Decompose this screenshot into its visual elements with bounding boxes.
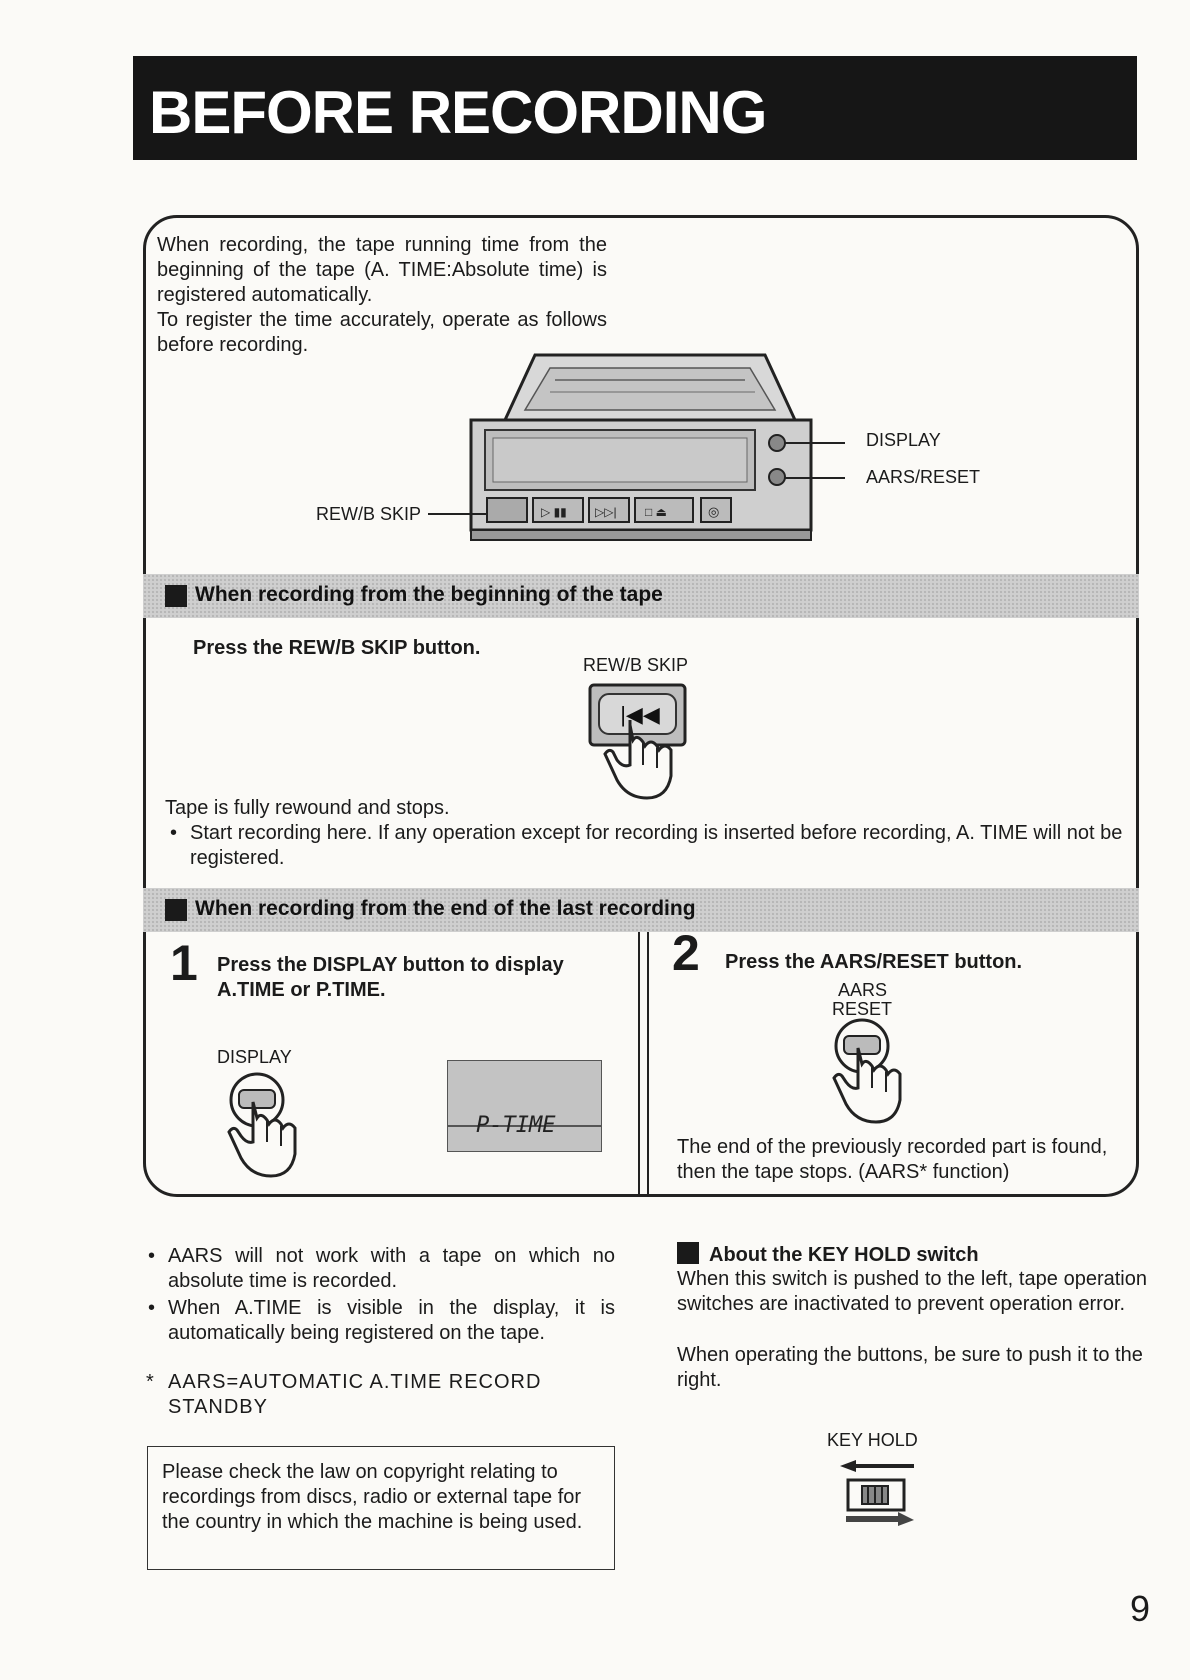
rew-instruction: Press the REW/B SKIP button. — [193, 637, 481, 659]
key-hold-text-1: When this switch is pushed to the left, tape operation switches are inactivated to prevent operation error. — [677, 1268, 1147, 1315]
rew-leader-line — [428, 513, 488, 515]
reset-button-label: RESET — [832, 999, 893, 1019]
section-square-icon — [677, 1242, 699, 1264]
key-hold-heading — [677, 1242, 979, 1268]
rew-skip-device-label: REW/B SKIP — [316, 504, 422, 524]
rewind-result: Tape is fully rewound and stops. — [165, 797, 450, 819]
step-divider — [638, 932, 640, 1194]
aars-leader-line — [785, 477, 845, 479]
key-hold-heading-label: About the KEY HOLD switch — [709, 1244, 979, 1266]
aars-button-label: AARS — [838, 980, 888, 1000]
display-button-label: DISPLAY — [217, 1047, 292, 1067]
section-square-icon — [165, 585, 187, 607]
section-heading-label: When recording from the end of the last recording — [195, 897, 696, 920]
display-readout: P-TIME — [476, 1113, 556, 1138]
footnote-star: * — [146, 1371, 154, 1393]
svg-text:|◀◀: |◀◀ — [620, 702, 660, 727]
aars-button-press-illustration — [830, 1018, 920, 1128]
svg-text:▷▷|: ▷▷| — [595, 505, 617, 519]
step-2-result: The end of the previously recorded part is found, then the tape stops. (AARS* function) — [677, 1136, 1108, 1183]
display-button-press-illustration — [225, 1070, 315, 1180]
intro-line-2: To register the time accurately, operate as follows before recording. — [157, 309, 607, 356]
page-number: 9 — [1130, 1588, 1151, 1629]
section-heading-end — [143, 888, 1139, 932]
svg-text:▷ ▮▮: ▷ ▮▮ — [541, 505, 567, 519]
page-title: BEFORE RECORDING — [149, 79, 767, 146]
section-heading-beginning — [143, 574, 1139, 618]
step-1-number: 1 — [170, 935, 198, 991]
key-hold-switch-illustration — [838, 1456, 918, 1528]
step-1-text: Press the DISPLAY button to display A.TIME or P.TIME. — [217, 954, 564, 1001]
vcr-device-illustration — [465, 350, 825, 550]
copyright-note-box: Please check the law on copyright relating to recordings from discs, radio or external tape for the country in which the machine is being used. — [147, 1446, 615, 1570]
note-bullet-1: • AARS will not work with a tape on which no absolute time is recorded. — [168, 1244, 615, 1294]
display-panel — [447, 1060, 602, 1152]
rew-button-label: REW/B SKIP — [583, 655, 689, 675]
footnote-text: AARS=AUTOMATIC A.TIME RECORD STANDBY — [168, 1371, 542, 1418]
aars-reset-device-label: AARS/RESET — [866, 467, 981, 487]
section-square-icon — [165, 899, 187, 921]
step-divider-2 — [647, 932, 649, 1194]
intro-text — [157, 233, 607, 358]
title-bar — [133, 56, 1137, 160]
display-leader-line — [785, 442, 845, 444]
note-bullet-2: • When A.TIME is visible in the display, it is automatically being registered on the tape. — [168, 1296, 615, 1346]
section-heading-label: When recording from the beginning of the tape — [195, 583, 663, 606]
intro-line-1: When recording, the tape running time from the beginning of the tape (A. TIME:Absolute time) is registered automatically. — [157, 234, 607, 306]
step-2-number: 2 — [672, 925, 700, 981]
step-2-text: Press the AARS/RESET button. — [725, 951, 1023, 973]
key-hold-text-2: When operating the buttons, be sure to push it to the right. — [677, 1344, 1143, 1391]
rewind-bullet-note: • Start recording here. If any operation except for recording is inserted before recording, A. TIME will not be registered. — [190, 821, 1125, 871]
rew-button-press-illustration — [585, 680, 695, 800]
svg-text:◎: ◎ — [708, 504, 720, 519]
svg-text:□ ⏏: □ ⏏ — [645, 505, 667, 519]
key-hold-switch-label: KEY HOLD — [827, 1430, 918, 1450]
display-device-label: DISPLAY — [866, 430, 941, 450]
